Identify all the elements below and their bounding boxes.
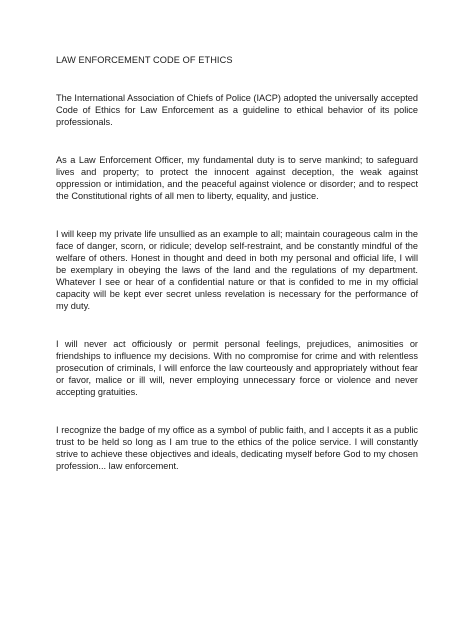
paragraph-badge-of-office: I recognize the badge of my office as a symbol of public faith, and I accepts it as a public trust to be held so long as I am true to the ethics of the police service. I will constantly strive to achieve these objectives and ideals, dedicating myself before God to my chosen profession... law enforcement. xyxy=(56,425,418,471)
document-title: LAW ENFORCEMENT CODE OF ETHICS xyxy=(56,55,233,65)
paragraph-fundamental-duty: As a Law Enforcement Officer, my fundamental duty is to serve mankind; to safeguard lives and property; to protect the innocent against deception, the weak against oppression or intimidation, and the peaceful against violence or disorder; and to respect the Constitutional rights of all men to liberty, equality, and justice. xyxy=(56,155,418,201)
document-page xyxy=(56,54,418,498)
paragraph-intro: The International Association of Chiefs of Police (IACP) adopted the universally accepted Code of Ethics for Law Enforcement as a guideline to ethical behavior of its police professionals. xyxy=(56,93,418,127)
paragraph-private-life: I will keep my private life unsullied as an example to all; maintain courageous calm in the face of danger, scorn, or ridicule; develop self-restraint, and be constantly mindful of the welfare of others. Honest in thought and deed in both my personal and official life, I will be exemplary in obeying the laws of the land and the regulations of my department. Whatever I see or hear of a confidential nature or that is confided to me in my official capacity will be kept ever secret unless revelation is necessary for the performance of my duty. xyxy=(56,229,418,311)
paragraph-never-act-officiously: I will never act officiously or permit personal feelings, prejudices, animosities or friendships to influence my decisions. With no compromise for crime and with relentless prosecution of criminals, I will enforce the law courteously and appropriately without fear or favor, malice or ill will, never employing unnecessary force or violence and never accepting gratuities. xyxy=(56,339,418,397)
